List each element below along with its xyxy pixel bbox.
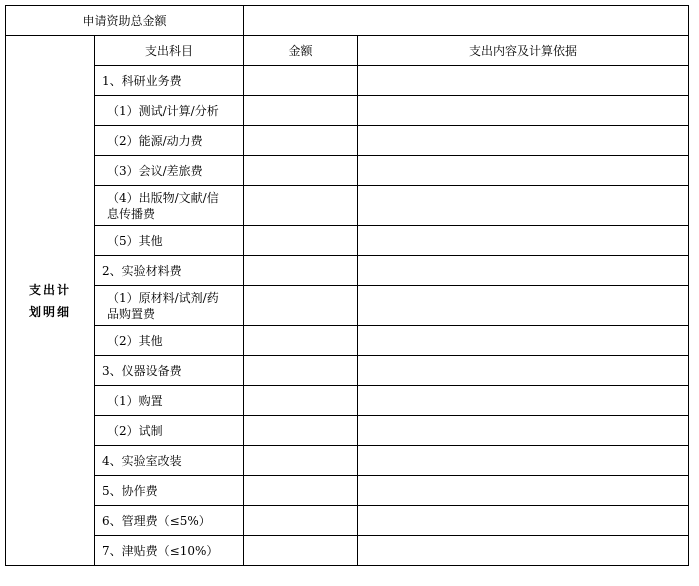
amount-cell[interactable] <box>244 476 358 506</box>
amount-cell[interactable] <box>244 536 358 566</box>
total-amount-value[interactable] <box>244 6 689 36</box>
amount-cell[interactable] <box>244 156 358 186</box>
expense-item-label: 3、仪器设备费 <box>95 356 244 386</box>
budget-table <box>5 5 689 566</box>
expense-row <box>6 156 689 186</box>
basis-cell[interactable] <box>358 476 689 506</box>
expense-item-label: （2）试制 <box>95 416 244 446</box>
expense-row <box>6 446 689 476</box>
amount-cell[interactable] <box>244 96 358 126</box>
expense-row <box>6 506 689 536</box>
basis-cell[interactable] <box>358 356 689 386</box>
expense-row <box>6 226 689 256</box>
amount-cell[interactable] <box>244 126 358 156</box>
amount-cell[interactable] <box>244 356 358 386</box>
basis-cell[interactable] <box>358 386 689 416</box>
amount-cell[interactable] <box>244 326 358 356</box>
header-expense-item: 支出科目 <box>95 36 244 66</box>
amount-cell[interactable] <box>244 186 358 226</box>
expense-item-label: （1）购置 <box>95 386 244 416</box>
expense-item-label: （2）能源/动力费 <box>95 126 244 156</box>
expense-plan-detail-label <box>6 36 95 566</box>
expense-row <box>6 96 689 126</box>
amount-cell[interactable] <box>244 506 358 536</box>
amount-cell[interactable] <box>244 226 358 256</box>
basis-cell[interactable] <box>358 536 689 566</box>
expense-item-label: （2）其他 <box>95 326 244 356</box>
expense-row <box>6 356 689 386</box>
expense-item-label: （4）出版物/文献/信息传播费 <box>95 186 244 226</box>
expense-row <box>6 386 689 416</box>
expense-row <box>6 416 689 446</box>
amount-cell[interactable] <box>244 416 358 446</box>
expense-item-label: 1、科研业务费 <box>95 66 244 96</box>
expense-item-label: 5、协作费 <box>95 476 244 506</box>
expense-item-label: 4、实验室改装 <box>95 446 244 476</box>
basis-cell[interactable] <box>358 256 689 286</box>
side-label-line2: 划明细 <box>28 304 71 319</box>
budget-form <box>5 5 689 566</box>
header-basis: 支出内容及计算依据 <box>358 36 689 66</box>
expense-row <box>6 186 689 226</box>
basis-cell[interactable] <box>358 126 689 156</box>
expense-row <box>6 476 689 506</box>
expense-item-label: （1）测试/计算/分析 <box>95 96 244 126</box>
basis-cell[interactable] <box>358 416 689 446</box>
expense-row <box>6 536 689 566</box>
expense-item-label: 6、管理费（≤5%） <box>95 506 244 536</box>
amount-cell[interactable] <box>244 386 358 416</box>
basis-cell[interactable] <box>358 66 689 96</box>
basis-cell[interactable] <box>358 506 689 536</box>
expense-item-label: （1）原材料/试剂/药品购置费 <box>95 286 244 326</box>
expense-row <box>6 286 689 326</box>
amount-cell[interactable] <box>244 286 358 326</box>
expense-item-label: （5）其他 <box>95 226 244 256</box>
amount-cell[interactable] <box>244 256 358 286</box>
expense-item-label: 2、实验材料费 <box>95 256 244 286</box>
total-amount-row <box>6 6 689 36</box>
header-amount: 金额 <box>244 36 358 66</box>
amount-cell[interactable] <box>244 66 358 96</box>
basis-cell[interactable] <box>358 226 689 256</box>
total-amount-label: 申请资助总金额 <box>6 6 244 36</box>
expense-row <box>6 66 689 96</box>
basis-cell[interactable] <box>358 326 689 356</box>
basis-cell[interactable] <box>358 156 689 186</box>
expense-row <box>6 326 689 356</box>
side-label-line1: 支出计 <box>28 282 71 297</box>
expense-item-label: （3）会议/差旅费 <box>95 156 244 186</box>
basis-cell[interactable] <box>358 286 689 326</box>
expense-row <box>6 126 689 156</box>
basis-cell[interactable] <box>358 96 689 126</box>
expense-row <box>6 256 689 286</box>
expense-item-label: 7、津贴费（≤10%） <box>95 536 244 566</box>
basis-cell[interactable] <box>358 446 689 476</box>
column-header-row <box>6 36 689 66</box>
basis-cell[interactable] <box>358 186 689 226</box>
amount-cell[interactable] <box>244 446 358 476</box>
